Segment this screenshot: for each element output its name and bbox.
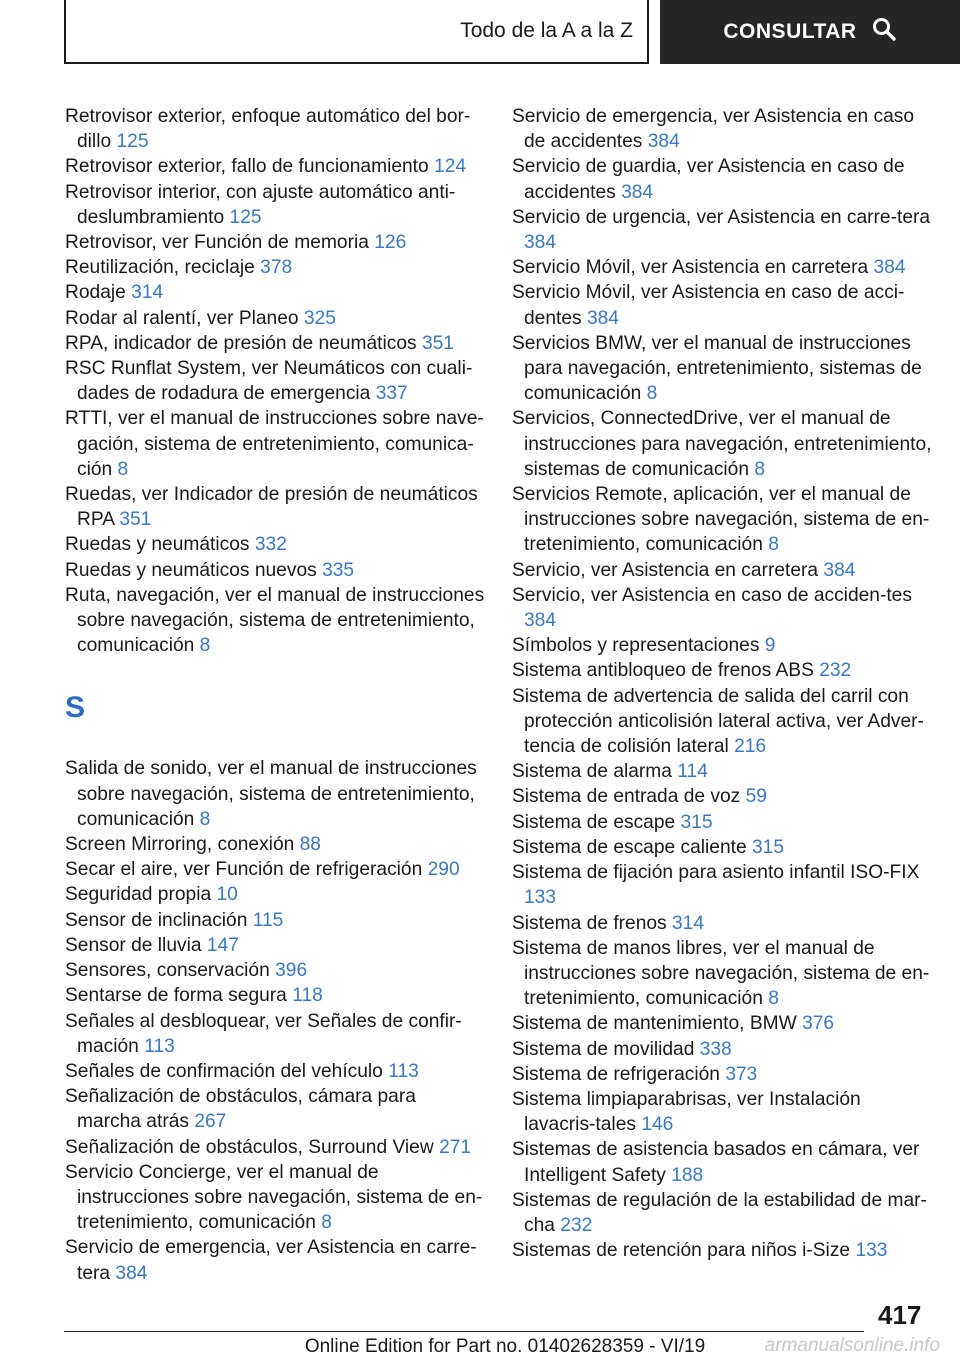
tab-consultar-label: CONSULTAR bbox=[723, 20, 857, 43]
index-page-link[interactable]: 113 bbox=[388, 1060, 419, 1082]
index-entry bbox=[65, 908, 485, 933]
index-entry bbox=[65, 1084, 485, 1134]
index-entry-text: Retrovisor, ver Función de memoria bbox=[65, 232, 369, 254]
index-page-link[interactable]: 338 bbox=[699, 1038, 732, 1060]
index-entry-text: RPA, indicador de presión de neumáticos bbox=[65, 332, 417, 354]
index-page-link[interactable]: 384 bbox=[524, 610, 557, 632]
index-group-r bbox=[65, 104, 485, 658]
index-page-link[interactable]: 9 bbox=[764, 635, 776, 657]
index-page-link[interactable]: 232 bbox=[819, 660, 852, 682]
index-page-link[interactable]: 8 bbox=[117, 458, 129, 480]
index-entry-text: Sistema limpiaparabrisas, ver Instalación lavacris-tales bbox=[512, 1088, 861, 1136]
index-page-link[interactable]: 126 bbox=[374, 232, 407, 254]
index-page-link[interactable]: 216 bbox=[734, 736, 767, 758]
index-entry-text: Salida de sonido, ver el manual de instrucciones sobre navegación, sistema de entretenimiento, comunicación bbox=[65, 758, 477, 830]
index-entry bbox=[512, 1087, 937, 1137]
index-entry-text: Sistema de entrada de voz bbox=[512, 786, 741, 808]
index-page-link[interactable]: 232 bbox=[560, 1214, 593, 1236]
index-entry bbox=[65, 356, 485, 406]
index-entry-text: Servicio de emergencia, ver Asistencia en carre-tera bbox=[65, 1237, 477, 1284]
index-page-link[interactable]: 133 bbox=[855, 1240, 888, 1262]
index-entry bbox=[512, 1037, 937, 1062]
index-entry bbox=[65, 756, 485, 832]
index-entry-text: Reutilización, reciclaje bbox=[65, 257, 255, 279]
index-entry-text: Sistema de movilidad bbox=[512, 1038, 695, 1060]
index-page-link[interactable]: 88 bbox=[299, 834, 321, 856]
index-entry bbox=[65, 882, 485, 907]
index-entry bbox=[65, 255, 485, 280]
index-group-s bbox=[65, 756, 485, 1285]
index-entry-text: Sistema de frenos bbox=[512, 912, 667, 934]
footer-divider bbox=[64, 1331, 864, 1332]
index-page-link[interactable]: 384 bbox=[647, 131, 680, 153]
index-page-link[interactable]: 384 bbox=[823, 559, 856, 581]
index-page-link[interactable]: 114 bbox=[677, 761, 708, 783]
index-page-link[interactable]: 133 bbox=[524, 887, 557, 909]
index-page-link[interactable]: 59 bbox=[745, 786, 767, 808]
index-page-link[interactable]: 115 bbox=[252, 909, 284, 931]
index-page-link[interactable]: 8 bbox=[321, 1212, 332, 1234]
index-entry-text: Rodar al ralentí, ver Planeo bbox=[65, 307, 299, 329]
index-entry-text: Secar el aire, ver Función de refrigeración bbox=[65, 859, 423, 881]
index-page-link[interactable]: 8 bbox=[754, 458, 766, 480]
index-entry-text: Servicios Remote, aplicación, ver el manual de instrucciones sobre navegación, sistema de en-tretenimiento, comunicación bbox=[512, 484, 930, 556]
page-number: 417 bbox=[878, 1300, 922, 1330]
index-entry-text: Servicio, ver Asistencia en caso de acciden-tes bbox=[512, 584, 912, 606]
index-page-link[interactable]: 124 bbox=[434, 156, 467, 178]
index-entry bbox=[65, 857, 485, 882]
index-column-right bbox=[512, 104, 937, 1263]
index-page-link[interactable]: 384 bbox=[873, 257, 906, 279]
index-entry bbox=[512, 784, 937, 809]
index-entry bbox=[512, 658, 937, 683]
index-entry-text: Servicio de urgencia, ver Asistencia en carre-tera bbox=[512, 206, 931, 228]
index-entry bbox=[65, 406, 485, 482]
index-entry bbox=[512, 1062, 937, 1087]
index-page-link[interactable]: 8 bbox=[768, 534, 779, 556]
index-entry bbox=[65, 280, 485, 305]
index-entry-text: Sistema de refrigeración bbox=[512, 1063, 720, 1085]
index-page-link[interactable]: 8 bbox=[646, 383, 658, 405]
index-entry-text: Retrovisor interior, con ajuste automático anti-deslumbramiento bbox=[65, 181, 456, 228]
index-page-link[interactable]: 146 bbox=[641, 1114, 674, 1136]
index-entry-text: Seguridad propia bbox=[65, 884, 212, 906]
index-page-link[interactable]: 384 bbox=[115, 1262, 148, 1284]
index-page-link[interactable]: 315 bbox=[752, 836, 785, 858]
index-entry-text: Servicios BMW, ver el manual de instrucciones para navegación, entretenimiento, sistemas de comunicación bbox=[512, 332, 922, 405]
index-entry-text: Servicio, ver Asistencia en carretera bbox=[512, 559, 819, 581]
index-page-link[interactable]: 351 bbox=[119, 509, 152, 531]
index-page-link[interactable]: 373 bbox=[725, 1063, 758, 1085]
index-entry bbox=[65, 583, 485, 659]
index-entry-text: Sensor de inclinación bbox=[65, 909, 248, 931]
index-entry-text: Servicio de emergencia, ver Asistencia en caso de accidentes bbox=[512, 106, 915, 153]
tab-todo-a-z-label: Todo de la A a la Z bbox=[460, 19, 633, 42]
index-entry bbox=[512, 583, 937, 633]
index-entry-text: Ruedas, ver Indicador de presión de neumáticos RPA bbox=[65, 484, 478, 531]
tab-todo-a-z[interactable] bbox=[64, 0, 649, 64]
index-page-link[interactable]: 315 bbox=[680, 811, 713, 833]
index-entry bbox=[65, 1009, 485, 1059]
index-entry bbox=[65, 1135, 485, 1160]
index-entry bbox=[512, 331, 937, 407]
index-entry bbox=[512, 558, 937, 583]
index-entry-text: Sensor de lluvia bbox=[65, 934, 202, 956]
index-entry-text: Símbolos y representaciones bbox=[512, 635, 760, 657]
index-page-link[interactable]: 325 bbox=[303, 307, 336, 329]
index-entry bbox=[65, 933, 485, 958]
index-entry bbox=[512, 482, 937, 558]
index-entry-text: Servicio de guardia, ver Asistencia en caso de accidentes bbox=[512, 156, 905, 203]
index-entry-text: Sistema de advertencia de salida del carril con protección anticolisión lateral activa, ver Adver-tencia de colisión lateral bbox=[512, 685, 924, 758]
index-entry bbox=[512, 1238, 937, 1263]
tab-consultar[interactable] bbox=[660, 0, 960, 64]
index-page-link[interactable]: 267 bbox=[194, 1111, 227, 1133]
index-page-link[interactable]: 188 bbox=[671, 1164, 704, 1186]
index-entry bbox=[65, 958, 485, 983]
index-entry-text: Ruta, navegación, ver el manual de instrucciones sobre navegación, sistema de entretenimiento, comunicación bbox=[65, 584, 485, 657]
index-entry bbox=[65, 1059, 485, 1084]
index-entry bbox=[65, 983, 485, 1008]
index-page-link[interactable]: 314 bbox=[672, 912, 705, 934]
index-page-link[interactable]: 314 bbox=[131, 282, 164, 304]
index-entry-text: Ruedas y neumáticos bbox=[65, 534, 250, 556]
index-page-link[interactable]: 376 bbox=[802, 1013, 835, 1035]
index-entry-text: Sistema de mantenimiento, BMW bbox=[512, 1013, 797, 1035]
index-entry-text: RSC Runflat System, ver Neumáticos con cuali-dades de rodadura de emergencia bbox=[65, 358, 473, 405]
index-entry-text: Retrovisor exterior, enfoque automático del bor-dillo bbox=[65, 106, 471, 153]
index-entry bbox=[65, 331, 485, 356]
index-entry-text: Señalización de obstáculos, cámara para marcha atrás bbox=[65, 1086, 416, 1133]
index-entry bbox=[512, 104, 937, 154]
index-entry bbox=[512, 1188, 937, 1238]
index-entry bbox=[65, 180, 485, 230]
index-page-link[interactable]: 378 bbox=[260, 257, 293, 279]
index-entry bbox=[65, 230, 485, 255]
index-entry-text: Sistema antibloqueo de frenos ABS bbox=[512, 660, 814, 682]
edition-text: Online Edition for Part no. 01402628359 - VI/19 bbox=[304, 1336, 706, 1357]
index-entry-text: RTTI, ver el manual de instrucciones sobre nave-gación, sistema de entretenimiento, comunica-ción bbox=[65, 408, 484, 480]
index-entry bbox=[65, 1235, 485, 1285]
index-entry bbox=[512, 406, 937, 482]
index-page-link[interactable]: 8 bbox=[199, 808, 211, 830]
index-page-link[interactable]: 335 bbox=[322, 559, 355, 581]
index-entry bbox=[512, 154, 937, 204]
index-page-link[interactable]: 147 bbox=[206, 934, 239, 956]
index-entry bbox=[512, 684, 937, 760]
index-entry bbox=[512, 1137, 937, 1187]
index-entry bbox=[512, 835, 937, 860]
index-page-link[interactable]: 384 bbox=[524, 232, 557, 254]
index-entry bbox=[512, 1011, 937, 1036]
index-entry bbox=[65, 532, 485, 557]
index-entry-text: Señales al desbloquear, ver Señales de confir-mación bbox=[65, 1010, 462, 1057]
index-entry-text: Servicios, ConnectedDrive, ver el manual de instrucciones para navegación, entretenimiento, sistemas de comunicación bbox=[512, 408, 932, 480]
index-entry-text: Sistema de escape bbox=[512, 811, 676, 833]
index-page-link[interactable]: 125 bbox=[116, 131, 149, 153]
index-entry-text: Sentarse de forma segura bbox=[65, 985, 287, 1007]
index-entry-text: Servicio Concierge, ver el manual de instrucciones sobre navegación, sistema de en-tretenimiento, comunicación bbox=[65, 1161, 483, 1234]
index-page-link[interactable]: 337 bbox=[375, 383, 408, 405]
index-entry bbox=[65, 1160, 485, 1236]
index-page-link[interactable]: 384 bbox=[586, 307, 619, 329]
index-entry bbox=[65, 832, 485, 857]
index-page-link[interactable]: 10 bbox=[216, 884, 238, 906]
index-entry bbox=[512, 759, 937, 784]
search-icon bbox=[871, 16, 897, 48]
section-letter: S bbox=[65, 691, 86, 725]
index-page-link[interactable]: 125 bbox=[229, 206, 262, 228]
index-entry-text: Sensores, conservación bbox=[65, 960, 270, 982]
index-entry-text: Sistema de escape caliente bbox=[512, 836, 747, 858]
index-page-link[interactable]: 271 bbox=[439, 1136, 472, 1158]
index-group-s-continued bbox=[512, 104, 937, 1263]
index-entry bbox=[512, 911, 937, 936]
index-page-link[interactable]: 351 bbox=[421, 332, 454, 354]
index-entry bbox=[512, 205, 937, 255]
index-entry bbox=[512, 255, 937, 280]
index-entry-text: Sistemas de regulación de la estabilidad de mar-cha bbox=[512, 1189, 927, 1236]
index-entry bbox=[65, 558, 485, 583]
index-column-left bbox=[65, 104, 485, 1286]
index-entry-text: Sistema de fijación para asiento infantil ISO-FIX bbox=[512, 862, 920, 884]
index-page-link[interactable]: 332 bbox=[254, 534, 287, 556]
index-entry bbox=[65, 154, 485, 179]
index-entry-text: Ruedas y neumáticos nuevos bbox=[65, 559, 317, 581]
index-entry-text: Servicio Móvil, ver Asistencia en carretera bbox=[512, 257, 869, 279]
index-entry bbox=[65, 482, 485, 532]
index-entry-text: Rodaje bbox=[65, 282, 126, 304]
index-page-link[interactable]: 8 bbox=[768, 988, 779, 1010]
index-entry bbox=[512, 280, 937, 330]
index-entry bbox=[512, 860, 937, 910]
index-page-link[interactable]: 396 bbox=[275, 960, 308, 982]
index-entry bbox=[512, 936, 937, 1012]
index-entry-text: Screen Mirroring, conexión bbox=[65, 834, 295, 856]
index-entry-text: Señales de confirmación del vehículo bbox=[65, 1060, 383, 1082]
index-entry bbox=[512, 810, 937, 835]
index-entry-text: Sistema de alarma bbox=[512, 761, 672, 783]
index-page-link[interactable]: 118 bbox=[292, 985, 323, 1007]
index-entry bbox=[512, 633, 937, 658]
index-entry-text: Sistema de manos libres, ver el manual de instrucciones sobre navegación, sistema de en-tretenimiento, comunicación bbox=[512, 937, 930, 1010]
index-entry-text: Sistemas de retención para niños i-Size bbox=[512, 1240, 851, 1262]
watermark: armanualsonline.info bbox=[764, 1335, 940, 1356]
index-entry bbox=[65, 104, 485, 154]
index-entry bbox=[65, 306, 485, 331]
index-entry-text: Retrovisor exterior, fallo de funcionamiento bbox=[65, 156, 429, 178]
index-page-link[interactable]: 384 bbox=[621, 181, 654, 203]
index-entry-text: Servicio Móvil, ver Asistencia en caso de acci-dentes bbox=[512, 282, 905, 329]
index-entry-text: Sistemas de asistencia basados en cámara, ver Intelligent Safety bbox=[512, 1139, 920, 1186]
index-page-link[interactable]: 290 bbox=[427, 859, 460, 881]
index-entry-text: Señalización de obstáculos, Surround View bbox=[65, 1136, 434, 1158]
index-page-link[interactable]: 8 bbox=[199, 635, 211, 657]
index-page-link[interactable]: 113 bbox=[144, 1035, 175, 1057]
